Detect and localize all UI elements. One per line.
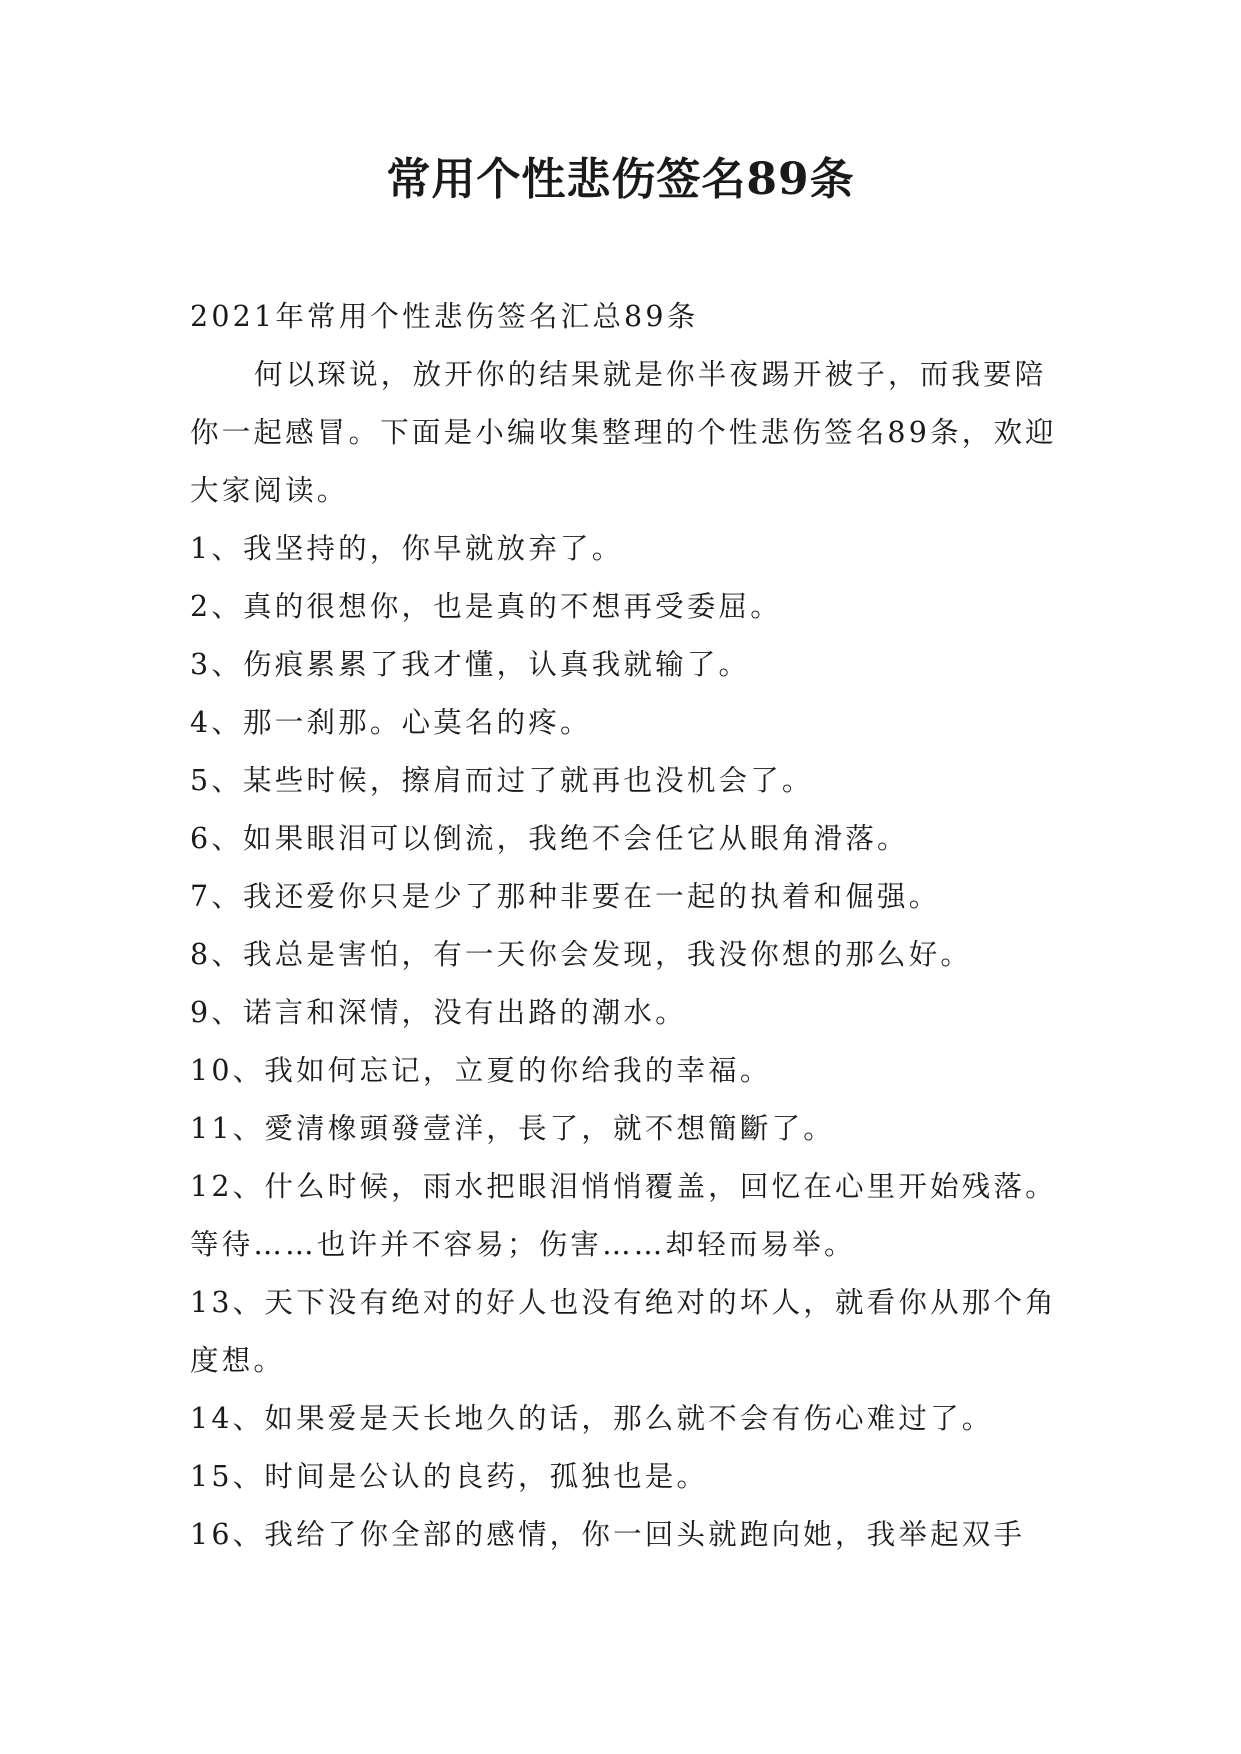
- list-item: 1、我坚持的，你早就放弃了。: [190, 532, 624, 565]
- list-item: 9、诺言和深情，没有出路的潮水。: [190, 996, 687, 1029]
- list-item: 2、真的很想你，也是真的不想再受委屈。: [190, 590, 782, 623]
- intro-paragraph: 何以琛说，放开你的结果就是你半夜踢开被子，而我要陪你一起感冒。下面是小编收集整理的个性悲伤签名89条，欢迎大家阅读。: [190, 358, 1057, 507]
- document-subtitle: 2021年常用个性悲伤签名汇总89条: [190, 300, 699, 333]
- document-body: [190, 288, 1060, 1564]
- list-item: 12、什么时候，雨水把眼泪悄悄覆盖，回忆在心里开始残落。等待……也许并不容易；伤害……却轻而易举。: [190, 1170, 1057, 1261]
- list-item: 6、如果眼泪可以倒流，我绝不会任它从眼角滑落。: [190, 822, 909, 855]
- list-item: 16、我给了你全部的感情，你一回头就跑向她，我举起双手: [190, 1518, 1026, 1551]
- list-item: 4、那一刹那。心莫名的疼。: [190, 706, 592, 739]
- list-item: 13、天下没有绝对的好人也没有绝对的坏人，就看你从那个角度想。: [190, 1286, 1057, 1377]
- list-item: 10、我如何忘记，立夏的你给我的幸福。: [190, 1054, 772, 1087]
- list-item: 8、我总是害怕，有一天你会发现，我没你想的那么好。: [190, 938, 973, 971]
- list-item: 3、伤痕累累了我才懂，认真我就输了。: [190, 648, 751, 681]
- list-item: 11、愛清橡頭發壹洋，長了，就不想簡斷了。: [190, 1112, 835, 1145]
- list-item: 5、某些时候，擦肩而过了就再也没机会了。: [190, 764, 814, 797]
- list-item: 15、时间是公认的良药，孤独也是。: [190, 1460, 709, 1493]
- list-item: 14、如果爱是天长地久的话，那么就不会有伤心难过了。: [190, 1402, 994, 1435]
- list-item: 7、我还爱你只是少了那种非要在一起的执着和倔强。: [190, 880, 941, 913]
- document-title: 常用个性悲伤签名89条: [386, 154, 855, 205]
